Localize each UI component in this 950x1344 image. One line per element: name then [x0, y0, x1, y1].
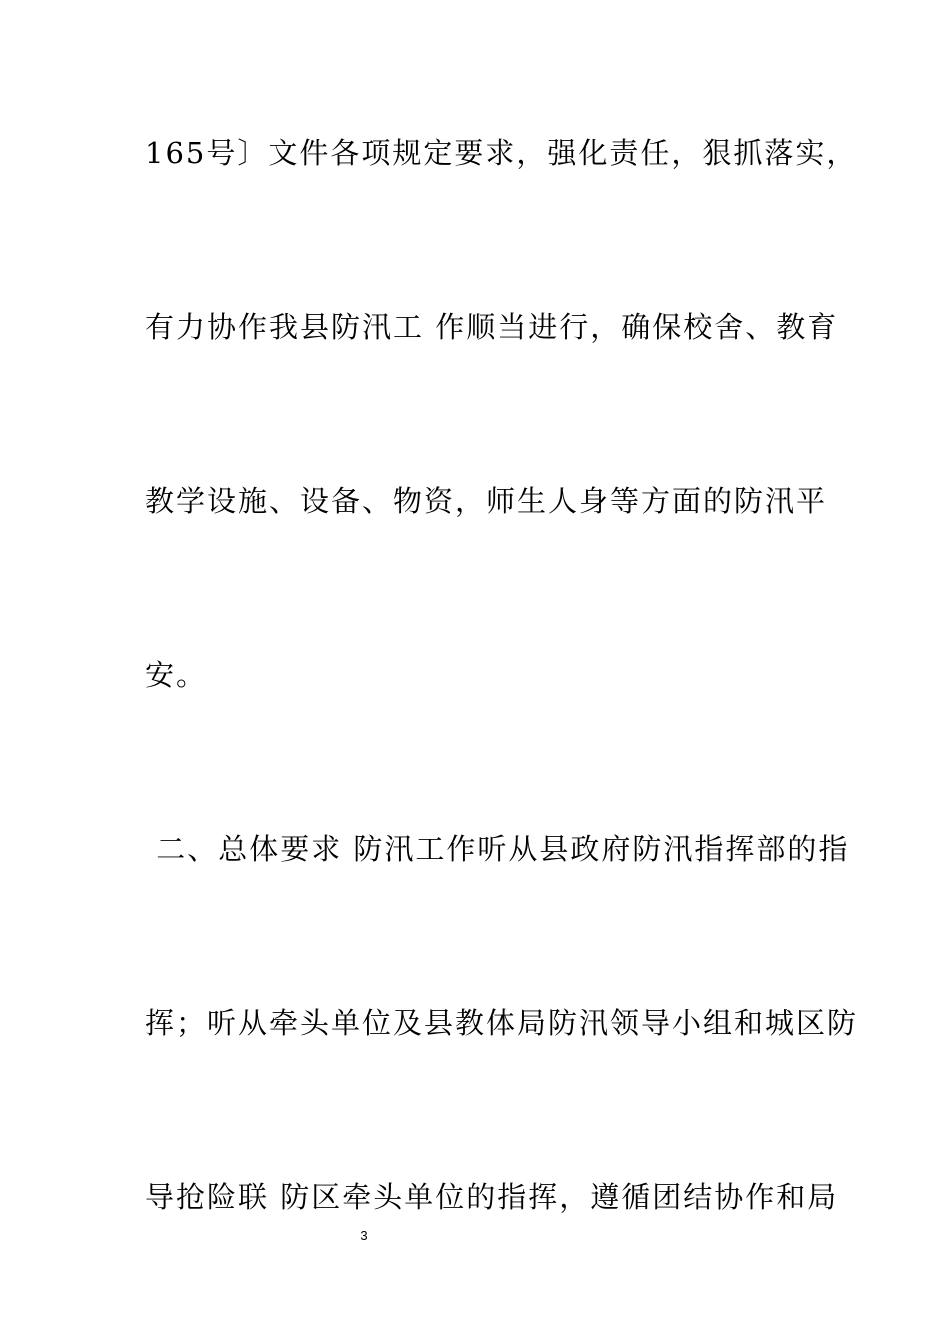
body-text-line-7: 导抢险联 防区牵头单位的指挥，遵循团结协作和局	[145, 1180, 839, 1214]
body-text-line-6: 挥；听从牵头单位及县教体局防汛领导小组和城区防	[145, 1006, 859, 1040]
body-text-line-2: 有力协作我县防汛工 作顺当进行，确保校舍、教育	[145, 310, 839, 344]
body-text-line-1: 165号〕文件各项规定要求，强化责任，狠抓落实，	[145, 136, 858, 170]
body-text-line-4: 安。	[145, 658, 208, 692]
body-text-line-5: 二、总体要求 防汛工作听从县政府防汛指挥部的指	[145, 832, 850, 866]
body-text-line-3: 教学设施、设备、物资，师生人身等方面的防汛平	[145, 484, 828, 518]
page-number: 3	[360, 1228, 368, 1243]
